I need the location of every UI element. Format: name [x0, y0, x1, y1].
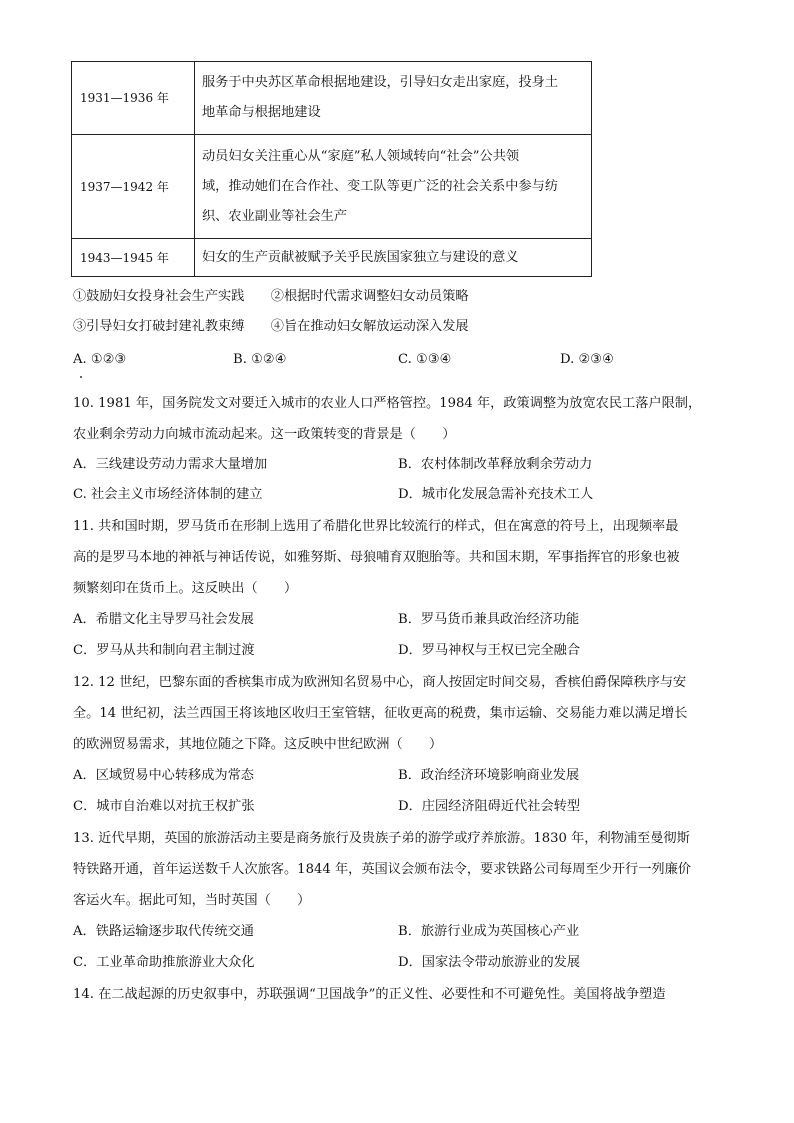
q14-stem-line: 14. 在二战起源的历史叙事中，苏联强调“卫国战争”的正义性、必要性和不可避免性。美国将战争塑造 [73, 987, 666, 1002]
q12-option-a[interactable]: A．区域贸易中心转移成为常态 [73, 768, 254, 783]
q12-option-b[interactable]: B．政治经济环境影响商业发展 [398, 768, 580, 783]
q12-stem [73, 667, 723, 760]
description-cell [195, 62, 592, 135]
q10-stem-line: 10. 1981 年，国务院发文对要迁入城市的农业人口严格管控。1984 年，政策调整为放宽农民工落户限制， [73, 396, 702, 411]
q11-option-b[interactable]: B．罗马货币兼具政治经济功能 [398, 612, 580, 627]
q9-statements-line-1: ①鼓励妇女投身社会生产实践 ②根据时代需求调整妇女动员策略 [73, 289, 469, 304]
period-cell: 1943—1945 年 [72, 239, 195, 277]
description-cell [195, 135, 592, 239]
description-line: 地革命与根据地建设 [202, 105, 321, 120]
q14-stem [73, 979, 723, 1010]
q11-option-d[interactable]: D．罗马神权与王权已完全融合 [398, 643, 581, 658]
description-line: 妇女的生产贡献被赋予关乎民族国家独立与建设的意义 [202, 249, 519, 265]
description-cell [195, 239, 592, 277]
q13-stem-line: 客运火车。据此可知，当时英国（ ） [73, 893, 311, 908]
q10-stem-line: 农业剩余劳动力向城市流动起来。这一政策转变的背景是（ ） [73, 427, 456, 442]
period-cell: 1931—1936 年 [72, 62, 195, 135]
q11-stem-line: 频繁刻印在货币上。这反映出（ ） [73, 581, 298, 596]
q12-stem-line: 的欧洲贸易需求，其地位随之下降。这反映中世纪欧洲（ ） [73, 737, 443, 752]
table-row [72, 62, 592, 135]
q12-option-d[interactable]: D．庄园经济阻碍近代社会转型 [398, 799, 581, 814]
q11-stem-line: 11. 共和国时期，罗马货币在形制上选用了希腊化世界比较流行的样式，但在寓意的符号上，出现频率最 [73, 519, 679, 534]
q13-stem [73, 823, 723, 916]
description-line: 动员妇女关注重心从“家庭”私人领域转向“社会”公共领 [202, 148, 520, 164]
q9-option-d[interactable]: D. ②③④ [560, 352, 614, 367]
q10-option-d[interactable]: D．城市化发展急需补充技术工人 [398, 487, 594, 502]
q9-statements-line-2: ③引导妇女打破封建礼教束缚 ④旨在推动妇女解放运动深入发展 [73, 319, 469, 334]
q11-stem [73, 511, 723, 604]
q10-option-a[interactable]: A．三线建设劳动力需求大量增加 [73, 457, 268, 472]
q12-option-c[interactable]: C．城市自治难以对抗王权扩张 [73, 799, 255, 814]
q13-stem-line: 13. 近代早期，英国的旅游活动主要是商务旅行及贵族子弟的游学或疗养旅游。1830 年，利物浦至曼彻斯 [73, 831, 690, 846]
description-line: 服务于中央苏区革命根据地建设，引导妇女走出家庭，投身土 [202, 75, 559, 90]
q9-option-c[interactable]: C. ①③④ [398, 352, 452, 367]
q13-option-c[interactable]: C．工业革命助推旅游业大众化 [73, 955, 255, 970]
q11-option-a[interactable]: A．希腊文化主导罗马社会发展 [73, 612, 254, 627]
stray-dot [80, 376, 82, 378]
table-row [72, 239, 592, 277]
q10-option-b[interactable]: B．农村体制改革释放剩余劳动力 [398, 457, 593, 472]
description-line: 织、农业副业等社会生产 [202, 208, 348, 224]
period-table [71, 61, 592, 277]
q12-stem-line: 12. 12 世纪，巴黎东面的香槟集市成为欧洲知名贸易中心，商人按固定时间交易，香槟伯爵保障秩序与安 [73, 675, 687, 690]
q13-stem-line: 特铁路开通，首年运送数千人次旅客。1844 年，英国议会颁布法令，要求铁路公司每周至少开行一列廉价 [73, 862, 691, 877]
q9-option-a[interactable]: A. ①②③ [73, 352, 127, 367]
q12-stem-line: 全。14 世纪初，法兰西国王将该地区收归王室管辖，征收更高的税费，集市运输、交易能力难以满足增长 [73, 706, 688, 721]
description-line: 域，推动她们在合作社、变工队等更广泛的社会关系中参与纺 [202, 178, 559, 194]
q9-options [73, 351, 633, 369]
q10-stem [73, 388, 723, 450]
q13-option-b[interactable]: B．旅游行业成为英国核心产业 [398, 924, 580, 939]
q11-stem-line: 高的是罗马本地的神祇与神话传说，如雅努斯、母狼哺育双胞胎等。共和国末期，军事指挥官的形象也被 [73, 550, 680, 565]
q13-option-a[interactable]: A．铁路运输逐步取代传统交通 [73, 924, 254, 939]
table-row [72, 135, 592, 239]
period-cell: 1937—1942 年 [72, 135, 195, 239]
q11-option-c[interactable]: C．罗马从共和制向君主制过渡 [73, 643, 255, 658]
q9-option-b[interactable]: B. ①②④ [233, 352, 287, 367]
q10-option-c[interactable]: C. 社会主义市场经济体制的建立 [73, 487, 263, 502]
q13-option-d[interactable]: D．国家法令带动旅游业的发展 [398, 955, 581, 970]
